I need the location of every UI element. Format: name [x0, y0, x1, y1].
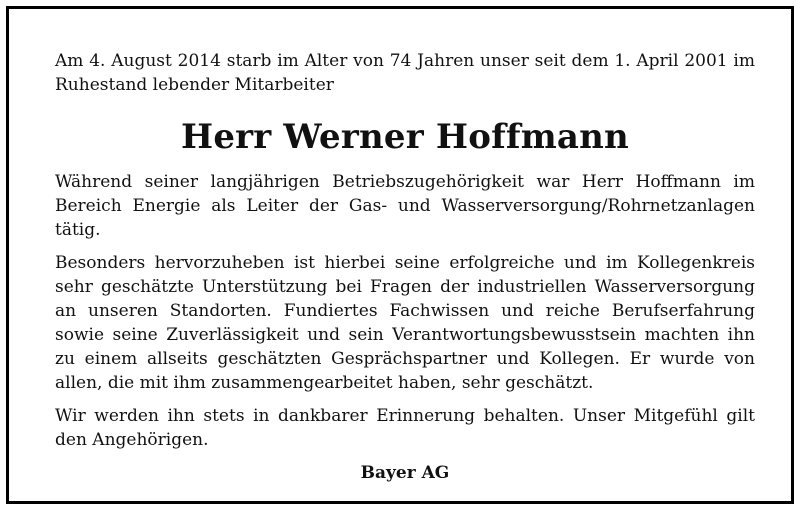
paragraph-merits: Besonders hervorzuheben ist hierbei seine erfolgreiche und im Kollegenkreis sehr geschätzte Unterstützung bei Fragen der industriellen Wasserversorgung an unseren Standorten. Fundiertes Fachwissen und reiche Berufserfahrung sowie seine Zuverlässigkeit und sein Verantwortungsbewusstsein machten ihn zu einem allseits geschätzten Gesprächspartner und Kollegen. Er wurde von allen, die mit ihm zusammengearbeitet haben, sehr geschätzt. — [55, 253, 755, 393]
notice-content — [55, 49, 755, 485]
paragraph-career: Während seiner langjährigen Betriebszugehörigkeit war Herr Hoffmann im Bereich Energie als Leiter der Gas- und Wasserversorgung/Rohrnetzanlagen tätig. — [55, 172, 755, 240]
company-signature: Bayer AG — [360, 463, 450, 483]
paragraph-condolence: Wir werden ihn stets in dankbarer Erinnerung behalten. Unser Mitgefühl gilt den Angehörigen. — [55, 406, 755, 450]
obituary-notice — [6, 6, 794, 504]
intro-text: Am 4. August 2014 starb im Alter von 74 Jahren unser seit dem 1. April 2001 im Ruhestand lebender Mitarbeiter — [55, 51, 755, 95]
deceased-name: Herr Werner Hoffmann — [181, 117, 629, 157]
